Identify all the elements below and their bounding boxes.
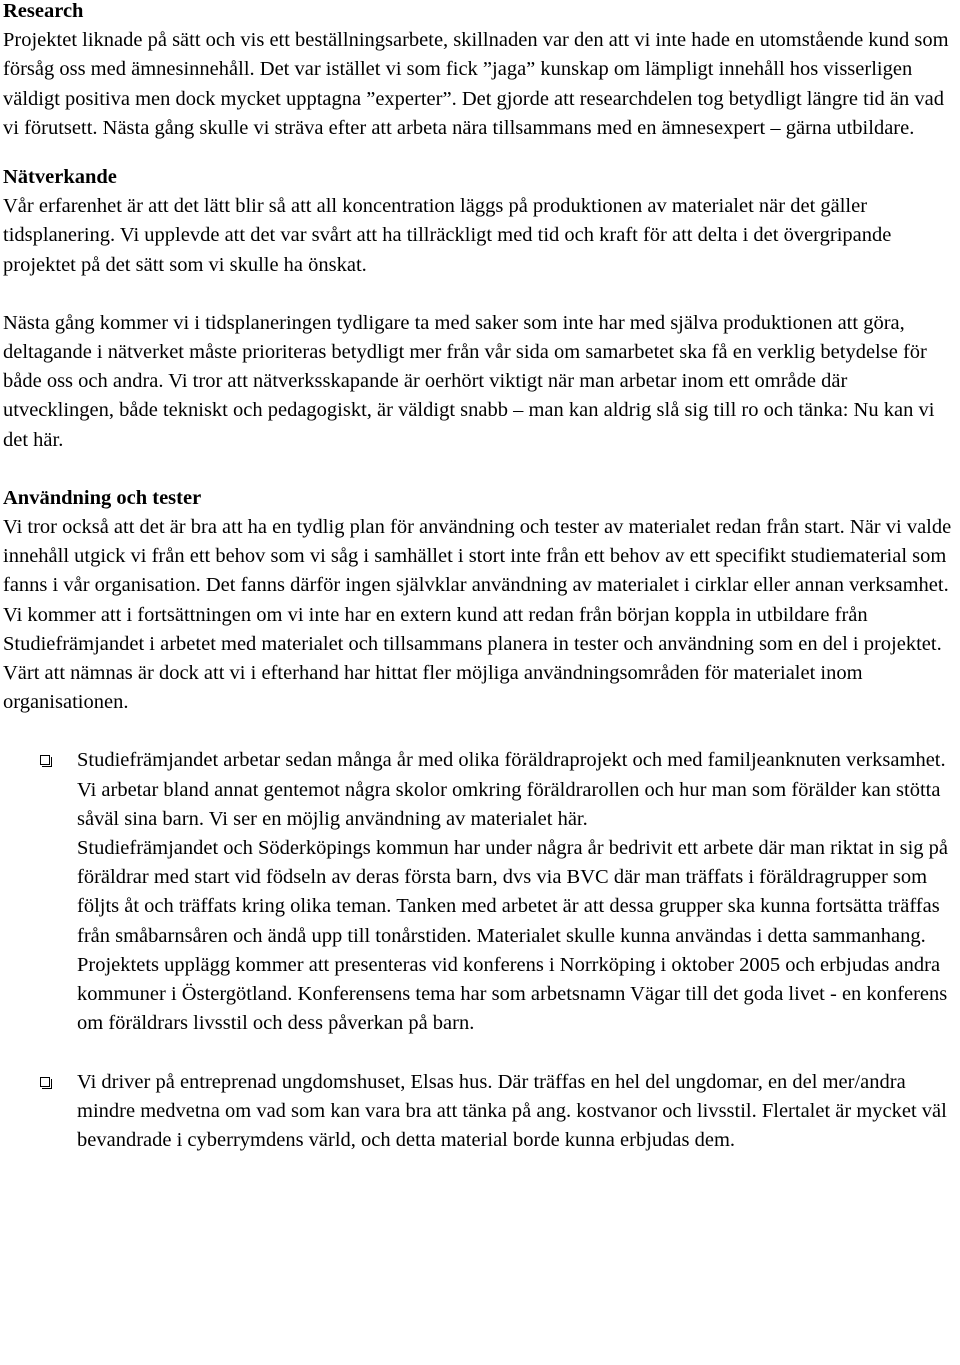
spacer xyxy=(3,280,957,309)
spacer xyxy=(3,455,957,484)
section-research xyxy=(3,0,957,143)
paragraph-natverkande-1: Vår erfarenhet är att det lätt blir så att all koncentration läggs på produktionen av materialet när det gäller tidsplanering. Vi upplevde att det var svårt att ha tillräckligt med tid och kraft för att delta i det övergripande projektet på det sätt som vi skulle ha önskat. xyxy=(3,195,892,276)
heading-anvandning: Användning och tester xyxy=(3,486,202,509)
list-item xyxy=(3,1068,957,1156)
paragraph-anvandning-1: Vi tror också att det är bra att ha en tydlig plan för användning och tester av materialet redan från start. När vi valde innehåll utgick vi från ett behov som vi såg i samhället i stort inte från ett behov av ett specifikt studiematerial som fanns i vår organisation. Det fanns därför ingen självklar användning av materialet i cirklar eller annan verksamhet. Vi kommer att i fortsättningen om vi inte har en extern kund att redan från början koppla in utbildare från Studiefrämjandet i arbetet med materialet och tillsammans planera in tester och användning som en del i projektet. xyxy=(3,516,952,655)
heading-natverkande: Nätverkande xyxy=(3,166,117,189)
checkbox-bullet-icon xyxy=(40,1077,50,1087)
spacer xyxy=(3,1039,957,1068)
paragraph-natverkande-2: Nästa gång kommer vi i tidsplaneringen tydligare ta med saker som inte har med själva produktionen att göra, deltagande i nätverket måste prioriteras betydligt mer från vår sida om samarbetet ska få en verklig betydelse för både oss och andra. Vi tror att nätverksskapande är oerhört viktigt när man arbetar inom ett område där utvecklingen, både tekniskt och pedagogiskt, är väldigt snabb – man kan aldrig slå sig till ro och tänka: Nu kan vi det här. xyxy=(3,311,935,451)
paragraph-anvandning-2: Värt att nämnas är dock att vi i efterhand har hittat fler möjliga användningsområden för materialet inom organisationen. xyxy=(3,662,863,714)
spacer xyxy=(3,143,957,163)
section-natverkande xyxy=(3,163,957,455)
spacer xyxy=(3,717,957,746)
heading-research: Research xyxy=(3,0,84,22)
bullet-list xyxy=(3,746,957,1155)
bullet-paragraph: Vi driver på entreprenad ungdomshuset, Elsas hus. Där träffas en hel del ungdomar, en del mer/andra mindre medvetna om vad som kan vara bra att tänka på ang. kostvanor och livsstil. Flertalet är mycket väl bevandrade i cyberrymdens värld, och detta material borde kunna erbjudas dem. xyxy=(77,1070,947,1151)
paragraph-research: Projektet liknade på sätt och vis ett beställningsarbete, skillnaden var den att vi inte hade en utomstående kund som försåg oss med ämnesinnehåll. Det var istället vi som fick ”jaga” kunskap om lämpligt innehåll hos visserligen väldigt positiva men dock mycket upptagna ”experter”. Det gjorde att researchdelen tog betydligt längre tid än vad vi förutsett. Nästa gång skulle vi sträva efter att arbeta nära tillsammans med en ämnesexpert – gärna utbildare. xyxy=(3,29,949,139)
document-page xyxy=(3,0,957,1155)
list-item xyxy=(3,746,957,1038)
bullet-paragraph: Studiefrämjandet arbetar sedan många år med olika föräldraprojekt och med familjeanknuten verksamhet. Vi arbetar bland annat gentemot några skolor omkring föräldrarollen och hur man som förälder kan stötta såväl sina barn. Vi ser en möjlig användning av materialet här. xyxy=(77,749,946,830)
section-anvandning xyxy=(3,484,957,718)
bullet-paragraph: Studiefrämjandet och Söderköpings kommun har under några år bedrivit ett arbete där man riktat in sig på föräldrar med start vid födseln av deras första barn, dvs via BVC där man träffats i föräldragrupper som följts åt och träffats kring olika teman. Tanken med arbetet är att dessa grupper ska kunna fortsätta träffas från småbarnsåren och ändå upp till tonårstiden. Materialet skulle kunna användas i detta sammanhang. Projektets upplägg kommer att presenteras vid konferens i Norrköping i oktober 2005 och erbjudas andra kommuner i Östergötland. Konferensens tema har som arbetsnamn Vägar till det goda livet - en konferens om föräldrars livsstil och dess påverkan på barn. xyxy=(77,837,948,1035)
checkbox-bullet-icon xyxy=(40,755,50,765)
